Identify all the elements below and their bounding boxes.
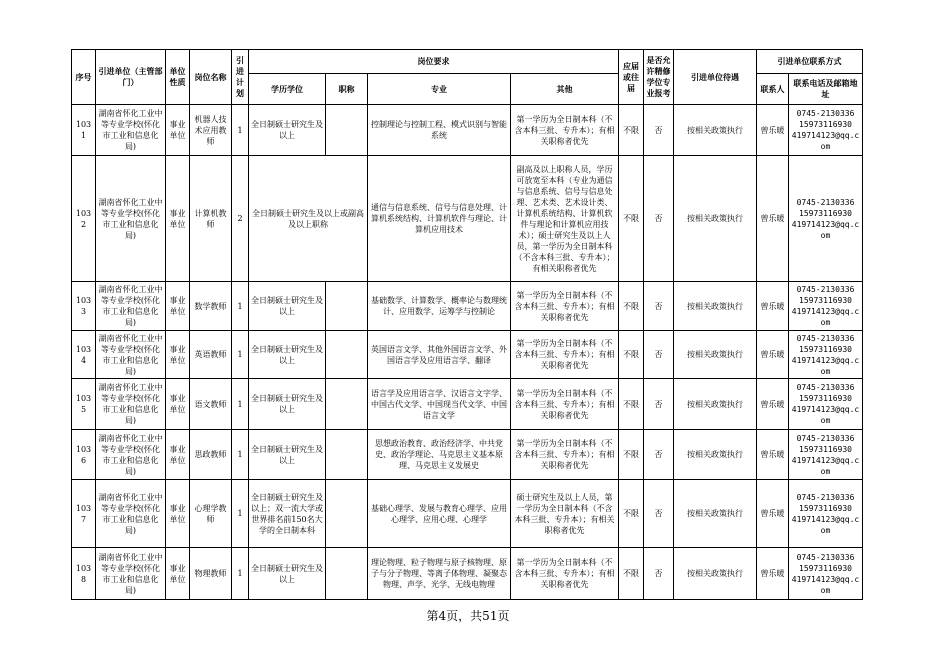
header-title: 职称 [326,74,368,105]
cell-treatment: 按相关政策执行 [674,331,757,379]
cell-nature: 事业单位 [166,548,190,600]
cell-other: 第一学历为全日制本科（不含本科三批、专升本）；有相关职称者优先 [511,379,619,430]
contact-email: 419714123@qq.com [791,405,860,425]
cell-nature: 事业单位 [166,282,190,331]
cell-title [326,331,368,379]
cell-seq: 1031 [72,105,96,156]
cell-parttime: 否 [644,156,674,282]
cell-seq: 1032 [72,156,96,282]
cell-fresh: 不限 [619,282,644,331]
cell-parttime: 否 [644,331,674,379]
cell-unit: 湖南省怀化工业中等专业学校(怀化市工业和信息化局) [96,379,166,430]
contact-mobile: 15973116930 [799,120,852,129]
cell-parttime: 否 [644,282,674,331]
cell-edu: 全日制硕士研究生及以上 [249,282,326,331]
cell-unit: 湖南省怀化工业中等专业学校(怀化市工业和信息化局) [96,480,166,548]
cell-contact [789,331,863,379]
cell-parttime: 否 [644,480,674,548]
contact-mobile: 15973116930 [799,208,852,218]
table-row [72,480,863,548]
cell-other: 硕士研究生及以上人员，第一学历为全日制本科（不含本科三批、专升本）；有相关职称者优先 [511,480,619,548]
cell-seq: 1033 [72,282,96,331]
cell-plan: 1 [232,480,249,548]
cell-nature: 事业单位 [166,331,190,379]
header-seq: 序号 [72,50,96,105]
cell-contact [789,379,863,430]
table-row [72,548,863,600]
cell-person: 曾乐暖 [757,156,789,282]
header-nature: 单位性质 [166,50,190,105]
cell-title [326,105,368,156]
cell-edu: 全日制硕士研究生及以上；双一流大学或世界排名前150名大学的全日制本科 [249,480,326,548]
cell-plan: 1 [232,548,249,600]
cell-treatment: 按相关政策执行 [674,282,757,331]
cell-person: 曾乐暖 [757,331,789,379]
cell-contact [789,480,863,548]
header-major: 专业 [368,74,511,105]
cell-contact [789,548,863,600]
cell-title [326,379,368,430]
cell-title [326,430,368,480]
contact-mobile: 15973116930 [799,296,852,305]
contact-email: 419714123@qq.com [791,574,860,595]
cell-post: 数学教师 [190,282,232,331]
cell-treatment: 按相关政策执行 [674,105,757,156]
cell-fresh: 不限 [619,480,644,548]
cell-fresh: 不限 [619,105,644,156]
cell-person: 曾乐暖 [757,282,789,331]
contact-phone: 0745-2130336 [796,383,855,392]
cell-person: 曾乐暖 [757,105,789,156]
table-row [72,379,863,430]
contact-mobile: 15973116930 [799,563,852,573]
cell-other: 副高及以上职称人员，学历可放宽至本科（专业为通信与信息系统、信号与信息处理、艺术类、艺术设计类、计算机系统结构、计算机软件与理论和计算机应用技术）；硕士研究生及以上人员，第一学历为全日制本科（不含本科三批、专升本）；有相关职称者优先 [511,156,619,282]
cell-unit: 湖南省怀化工业中等专业学校(怀化市工业和信息化局) [96,156,166,282]
cell-treatment: 按相关政策执行 [674,548,757,600]
cell-parttime: 否 [644,430,674,480]
cell-post: 心理学教师 [190,480,232,548]
contact-email: 419714123@qq.com [791,514,860,535]
contact-email: 419714123@qq.com [791,219,860,240]
cell-treatment: 按相关政策执行 [674,379,757,430]
cell-post: 英语教师 [190,331,232,379]
cell-edu: 全日制硕士研究生及以上或副高及以上职称 [249,156,368,282]
table-row [72,156,863,282]
header-unit: 引进单位（主管部门） [96,50,166,105]
cell-major: 通信与信息系统、信号与信息处理、计算机系统结构、计算机软件与理论、计算机应用技术 [368,156,511,282]
contact-phone: 0745-2130336 [796,197,855,207]
table-row [72,282,863,331]
cell-major: 基础心理学、发展与教育心理学、应用心理学、应用心理、心理学 [368,480,511,548]
cell-seq: 1035 [72,379,96,430]
cell-nature: 事业单位 [166,105,190,156]
contact-email: 419714123@qq.com [791,355,860,376]
contact-phone: 0745-2130336 [796,552,855,562]
cell-person: 曾乐暖 [757,379,789,430]
header-contact-person: 联系人 [757,74,789,105]
cell-nature: 事业单位 [166,156,190,282]
header-treatment: 引进单位待遇 [674,50,757,105]
cell-edu: 全日制硕士研究生及以上 [249,548,326,600]
cell-nature: 事业单位 [166,430,190,480]
cell-treatment: 按相关政策执行 [674,430,757,480]
cell-title [326,548,368,600]
cell-plan: 1 [232,379,249,430]
contact-email: 419714123@qq.com [791,455,860,476]
header-fresh: 应届或往届 [619,50,644,105]
cell-edu: 全日制硕士研究生及以上 [249,430,326,480]
contact-mobile: 15973116930 [799,344,852,354]
cell-major: 思想政治教育、政治经济学、中共党史、政治学理论、马克思主义基本原理、马克思主义发展史 [368,430,511,480]
cell-major: 控制理论与控制工程、模式识别与智能系统 [368,105,511,156]
cell-post: 语文教师 [190,379,232,430]
header-plan: 引进计划 [232,50,249,105]
cell-seq: 1037 [72,480,96,548]
contact-phone: 0745-2130336 [796,492,855,502]
header-requirements: 岗位要求 [249,50,619,74]
cell-post: 机器人技术应用教师 [190,105,232,156]
recruitment-table [71,49,863,600]
contact-phone: 0745-2130336 [796,109,855,118]
cell-fresh: 不限 [619,430,644,480]
cell-title [326,282,368,331]
cell-other: 第一学历为全日制本科（不含本科三批、专升本）；有相关职称者优先 [511,331,619,379]
cell-parttime: 否 [644,105,674,156]
cell-post: 计算机教师 [190,156,232,282]
header-other: 其他 [511,74,619,105]
page-footer: 第4页，共51页 [426,609,510,623]
table-row [72,430,863,480]
cell-edu: 全日制硕士研究生及以上 [249,105,326,156]
cell-nature: 事业单位 [166,480,190,548]
cell-unit: 湖南省怀化工业中等专业学校(怀化市工业和信息化局) [96,105,166,156]
cell-plan: 1 [232,430,249,480]
header-edu: 学历学位 [249,74,326,105]
cell-contact [789,430,863,480]
cell-seq: 1036 [72,430,96,480]
cell-unit: 湖南省怀化工业中等专业学校(怀化市工业和信息化局) [96,548,166,600]
cell-seq: 1038 [72,548,96,600]
cell-treatment: 按相关政策执行 [674,480,757,548]
header-parttime: 是否允许精修学位专业报考 [644,50,674,105]
cell-major: 语言学及应用语言学、汉语言文字学、中国古代文学、中国现当代文学、中国语言文学 [368,379,511,430]
contact-mobile: 15973116930 [799,503,852,513]
cell-contact [789,156,863,282]
contact-phone: 0745-2130336 [796,285,855,294]
cell-unit: 湖南省怀化工业中等专业学校(怀化市工业和信息化局) [96,282,166,331]
contact-phone: 0745-2130336 [796,433,855,443]
cell-person: 曾乐暖 [757,480,789,548]
cell-major: 英国语言文学、其他外国语言文学、外国语言学及应用语言学、翻译 [368,331,511,379]
cell-person: 曾乐暖 [757,430,789,480]
header-post: 岗位名称 [190,50,232,105]
contact-mobile: 15973116930 [799,444,852,454]
cell-other: 第一学历为全日制本科（不含本科三批、专升本）；有相关职称者优先 [511,430,619,480]
cell-post: 思政教师 [190,430,232,480]
table-row [72,105,863,156]
cell-fresh: 不限 [619,379,644,430]
cell-other: 第一学历为全日制本科（不含本科三批、专升本）；有相关职称者优先 [511,548,619,600]
cell-contact [789,282,863,331]
contact-mobile: 15973116930 [799,394,852,403]
cell-parttime: 否 [644,548,674,600]
cell-person: 曾乐暖 [757,548,789,600]
cell-fresh: 不限 [619,331,644,379]
contact-email: 419714123@qq.com [791,307,860,327]
cell-fresh: 不限 [619,548,644,600]
cell-major: 理论物理、粒子物理与原子核物理、原子与分子物理、等离子体物理、凝聚态物理、声学、光学、无线电物理 [368,548,511,600]
cell-treatment: 按相关政策执行 [674,156,757,282]
cell-title [326,480,368,548]
cell-other: 第一学历为全日制本科（不含本科三批、专升本）；有相关职称者优先 [511,282,619,331]
cell-nature: 事业单位 [166,379,190,430]
table-row [72,331,863,379]
cell-other: 第一学历为全日制本科（不含本科三批、专升本）；有相关职称者优先 [511,105,619,156]
contact-phone: 0745-2130336 [796,333,855,343]
cell-parttime: 否 [644,379,674,430]
cell-unit: 湖南省怀化工业中等专业学校(怀化市工业和信息化局) [96,430,166,480]
cell-major: 基础数学、计算数学、概率论与数理统计、应用数学、运筹学与控制论 [368,282,511,331]
cell-post: 物理教师 [190,548,232,600]
cell-edu: 全日制硕士研究生及以上 [249,331,326,379]
cell-plan: 1 [232,331,249,379]
cell-plan: 1 [232,282,249,331]
cell-plan: 2 [232,156,249,282]
cell-fresh: 不限 [619,156,644,282]
cell-contact [789,105,863,156]
cell-seq: 1034 [72,331,96,379]
header-contact-info: 联系电话及邮箱地址 [789,74,863,105]
header-contact-group: 引进单位联系方式 [757,50,863,74]
cell-edu: 全日制硕士研究生及以上 [249,379,326,430]
cell-plan: 1 [232,105,249,156]
contact-email: 419714123@qq.com [791,131,860,151]
cell-unit: 湖南省怀化工业中等专业学校(怀化市工业和信息化局) [96,331,166,379]
